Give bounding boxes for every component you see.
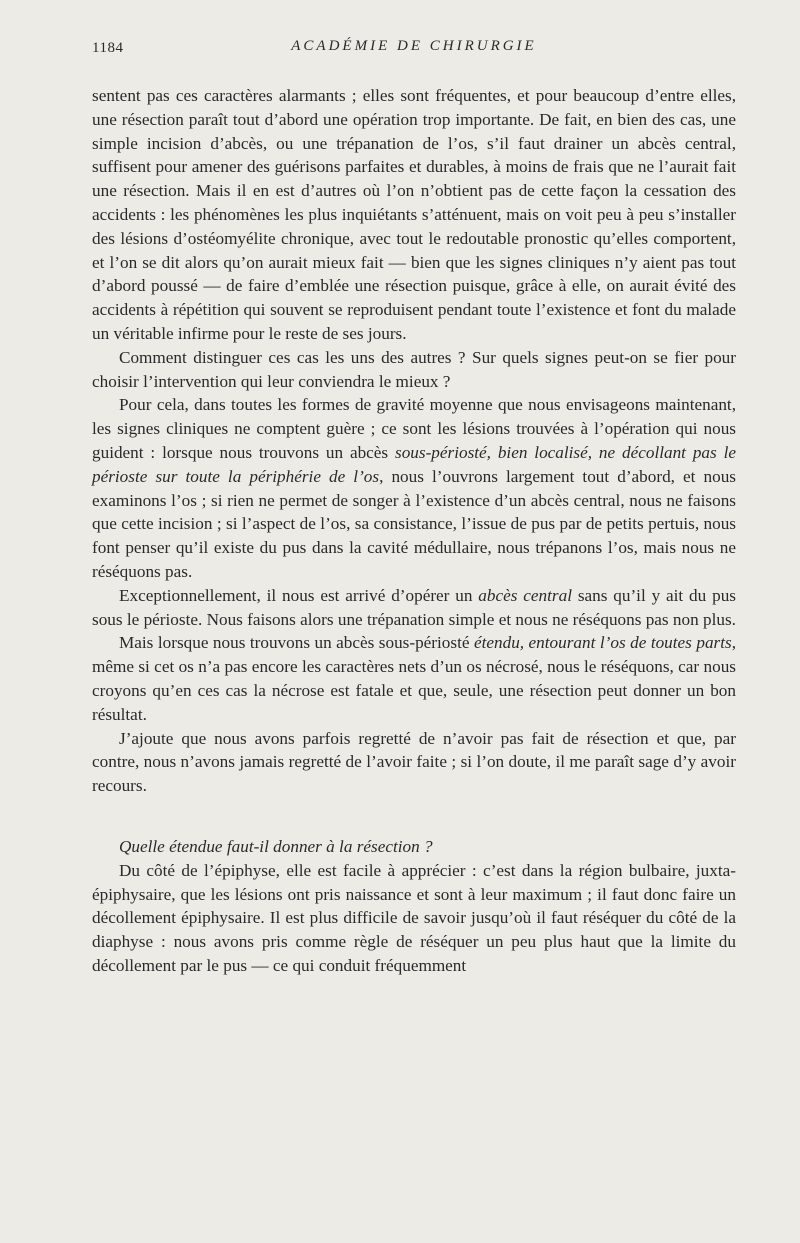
text-segment: Exceptionnellement, il nous est arrivé d’opérer un xyxy=(119,585,479,605)
text-segment: J’ajoute que nous avons parfois regretté de n’avoir pas fait de résection et que, par contre, nous n’avons jamais regretté de l’avoir faite ; si l’on doute, il me paraît sage d’y avoir recours. xyxy=(92,728,736,796)
paragraph xyxy=(92,727,736,798)
italic-segment: abcès central xyxy=(478,585,572,605)
italic-segment: sous-périosté, bien localisé, ne décollant pas le périoste sur toute la périphérie de l’os xyxy=(92,442,736,486)
paragraph xyxy=(92,631,736,726)
body-text xyxy=(92,84,736,978)
text-segment: , nous l’ouvrons largement tout d’abord, et nous examinons l’os ; si rien ne permet de songer à l’existence d’un abcès central, nous ne faisons que cette incision ; si l’aspect de l’os, sa consistance, l’issue de pus par de petits pertuis, nous font penser qu’il existe du pus dans la cavité médullaire, nous trépanons l’os, mais nous ne réséquons pas. xyxy=(92,466,736,581)
text-segment: Du côté de l’épiphyse, elle est facile à apprécier : c’est dans la région bulbaire, juxta-épiphysaire, que les lésions ont pris naissance et sont à leur maximum ; il faut donc faire un décollement épiphysaire. Il est plus difficile de savoir jusqu’où il faut réséquer du côté de la diaphyse : nous avons pris comme règle de réséquer un peu plus haut que la limite du décollement par le pus — ce qui conduit fréquemment xyxy=(92,860,736,975)
paragraph xyxy=(92,584,736,632)
section-heading: Quelle étendue faut-il donner à la résection ? xyxy=(119,836,433,856)
text-segment: Pour cela, dans toutes les formes de gravité moyenne que nous envisageons maintenant, les signes cliniques ne comptent guère ; ce sont les lésions trouvées à l’opération qui nous guident : lorsque nous trouvons un abcès xyxy=(92,395,736,462)
text-segment: sentent pas ces caractères alarmants ; elles sont fréquentes, et pour beaucoup d’entre elles, une résection paraît tout d’abord une opération trop importante. De fait, en bien des cas, une simple incision d’abcès, ou une trépanation de l’os, s’il faut drainer un abcès central, suffisent pour amener des guérisons parfaites et durables, à moins de frais que ne l’aurait fait une résection. Mais il en est d’autres où l’on n’obtient pas de cette façon la cessation des accidents : les phénomènes les plus inquiétants s’atténuent, mais on voit peu à peu s’installer des lésions d’ostéomyélite chronique, avec tout le redoutable pronostic qu’elles comportent, et l’on se dit alors qu’on aurait mieux fait — bien que les signes cliniques n’y aient pas tout d’abord poussé — de faire d’emblée une résection puisque, grâce à elle, on aurait évité des accidents à répétition qui souvent se reproduisent pendant toute l’existence et font du malade un véritable infirme pour le reste de ses jours. xyxy=(92,86,736,343)
paragraph xyxy=(92,859,736,978)
text-segment: Mais lorsque nous trouvons un abcès sous-périosté xyxy=(119,633,474,653)
page-header xyxy=(92,38,736,64)
paragraph xyxy=(92,346,736,394)
paragraph xyxy=(92,393,736,583)
text-segment: , même si cet os n’a pas encore les caractères nets d’un os nécrosé, nous le réséquons, car nous croyons qu’en ces cas la nécrose est fatale et que, seule, une résection peut donner un bon résultat. xyxy=(92,633,736,724)
text-segment: Comment distinguer ces cas les uns des autres ? Sur quels signes peut-on se fier pour choisir l’intervention qui leur conviendra le mieux ? xyxy=(92,347,736,391)
text-segment: sans qu’il y ait du pus sous le périoste. Nous faisons alors une trépanation simple et nous ne réséquons pas non plus. xyxy=(92,585,736,629)
italic-segment: étendu, entourant l’os de toutes parts xyxy=(473,633,732,653)
running-head: ACADÉMIE DE CHIRURGIE xyxy=(291,38,537,54)
page-number: 1184 xyxy=(92,40,124,56)
paragraph xyxy=(92,84,736,346)
